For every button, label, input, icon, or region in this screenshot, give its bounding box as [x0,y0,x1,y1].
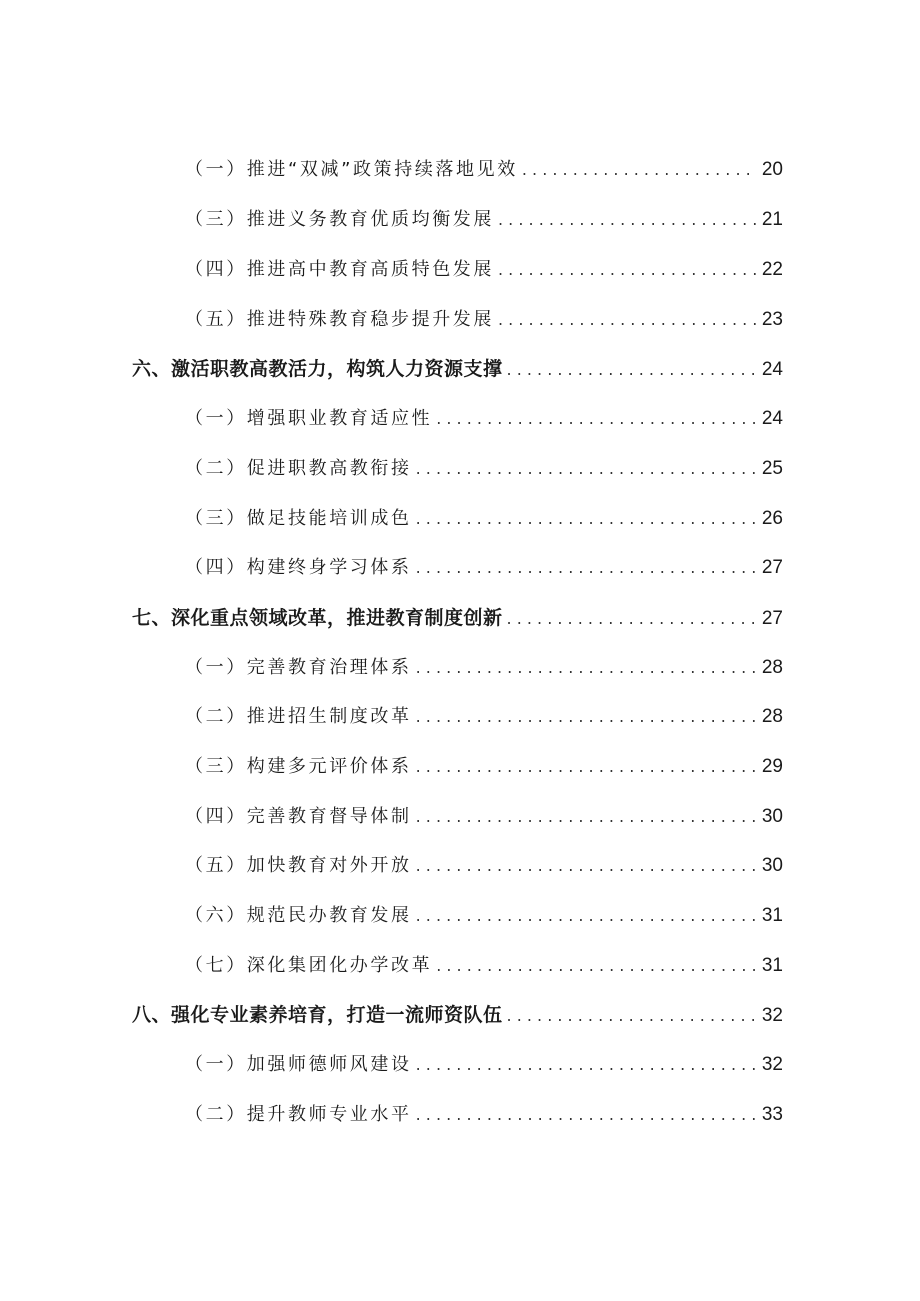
toc-entry[interactable] [185,951,783,981]
dot-leader [416,454,756,484]
dot-leader [416,901,756,931]
toc-entry-title: （三）推进义务教育优质均衡发展 [185,209,494,230]
toc-entry-title: （七）深化集团化办学改革 [185,955,433,976]
toc-entry-title: （一）推进“双减”政策持续落地见效 [185,159,518,180]
toc-entry-title: （四）构建终身学习体系 [185,557,412,578]
toc-entry-page: 28 [761,706,783,727]
toc-entry-page: 30 [761,806,783,827]
toc-entry-title: 七、深化重点领域改革，推进教育制度创新 [132,607,503,629]
dot-leader [416,702,756,732]
dot-leader [522,155,756,185]
dot-leader [436,404,756,434]
toc-section-heading[interactable] [132,354,783,384]
dot-leader [416,1100,756,1130]
toc-entry-page: 31 [761,905,783,926]
toc-entry[interactable] [185,553,783,583]
toc-entry-title: （五）推进特殊教育稳步提升发展 [185,309,494,330]
toc-entry-title: （三）做足技能培训成色 [185,508,412,529]
dot-leader [507,1001,756,1031]
toc-entry-page: 20 [761,159,783,180]
dot-leader [416,553,756,583]
toc-entry-page: 24 [761,359,783,380]
toc-entry[interactable] [185,255,783,285]
toc-entry-title: （五）加快教育对外开放 [185,855,412,876]
toc-entry[interactable] [185,454,783,484]
toc-entry[interactable] [185,305,783,335]
toc-entry-title: （六）规范民办教育发展 [185,905,412,926]
toc-entry-title: （二）促进职教高教衔接 [185,458,412,479]
dot-leader [416,1050,756,1080]
toc-entry[interactable] [185,653,783,683]
toc-entry[interactable] [185,752,783,782]
toc-entry-title: （一）增强职业教育适应性 [185,408,433,429]
dot-leader [498,205,756,235]
toc-entry-page: 30 [761,855,783,876]
toc-entry-page: 23 [761,309,783,330]
toc-entry-page: 21 [761,209,783,230]
toc-entry-page: 27 [761,608,783,629]
toc-entry-page: 31 [761,955,783,976]
toc-entry-page: 24 [761,408,783,429]
toc-entry-page: 28 [761,657,783,678]
toc-entry[interactable] [185,802,783,832]
dot-leader [416,851,756,881]
dot-leader [416,752,756,782]
dot-leader [416,802,756,832]
toc-entry-title: （二）提升教师专业水平 [185,1104,412,1125]
toc-entry[interactable] [185,901,783,931]
toc-entry-page: 33 [761,1104,783,1125]
dot-leader [498,255,756,285]
toc-entry[interactable] [185,1050,783,1080]
dot-leader [416,653,756,683]
toc-entry[interactable] [185,504,783,534]
toc-entry[interactable] [185,404,783,434]
toc-entry-title: （四）完善教育督导体制 [185,806,412,827]
toc-section-heading[interactable] [132,1000,783,1030]
toc-entry-page: 29 [761,756,783,777]
toc-entry[interactable] [185,851,783,881]
toc-entry-page: 26 [761,508,783,529]
toc-entry-title: 六、激活职教高教活力，构筑人力资源支撑 [132,358,503,380]
toc-entry-title: （四）推进高中教育高质特色发展 [185,259,494,280]
toc-entry-page: 32 [761,1054,783,1075]
toc-entry[interactable] [185,1100,783,1130]
toc-entry-title: （三）构建多元评价体系 [185,756,412,777]
toc-entry[interactable] [185,155,783,185]
toc-entry-title: （二）推进招生制度改革 [185,706,412,727]
toc-section-heading[interactable] [132,603,783,633]
toc-entry-page: 27 [761,557,783,578]
toc-entry-title: （一）加强师德师风建设 [185,1054,412,1075]
dot-leader [507,604,756,634]
dot-leader [498,305,756,335]
toc-entry-page: 22 [761,259,783,280]
dot-leader [507,355,756,385]
toc-entry[interactable] [185,205,783,235]
dot-leader [436,951,756,981]
dot-leader [416,504,756,534]
toc-entry-title: （一）完善教育治理体系 [185,657,412,678]
toc-entry-page: 32 [761,1005,783,1026]
toc-entry[interactable] [185,702,783,732]
toc-entry-title: 八、强化专业素养培育，打造一流师资队伍 [132,1004,503,1026]
toc-entry-page: 25 [761,458,783,479]
